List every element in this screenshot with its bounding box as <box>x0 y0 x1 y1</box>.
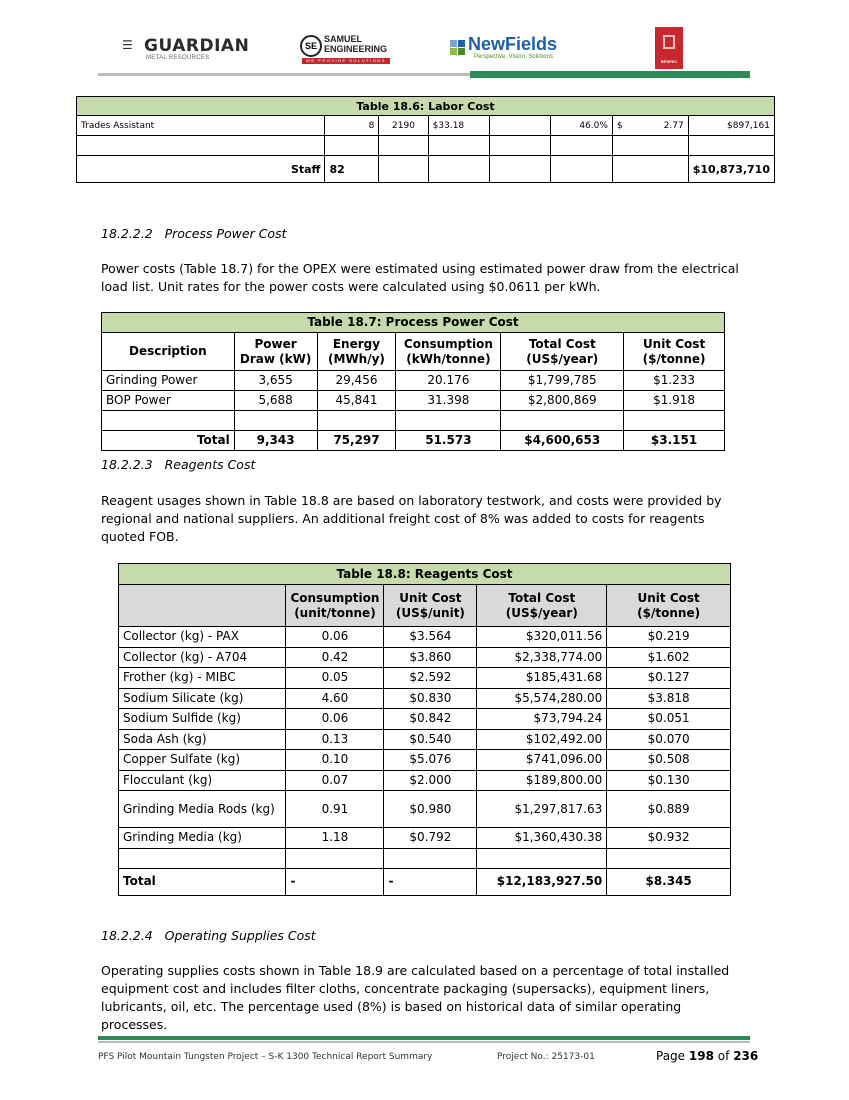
table-cell: $0.540 <box>384 729 477 750</box>
table-cell: $320,011.56 <box>477 627 607 648</box>
guardian-logo-name: GUARDIAN <box>144 36 250 56</box>
table-row <box>119 688 731 709</box>
guardian-logo <box>122 36 272 66</box>
table-cell: $741,096.00 <box>477 750 607 771</box>
table-cell: 4.60 <box>286 688 384 709</box>
table-cell: Soda Ash (kg) <box>119 729 286 750</box>
table-cell: $185,431.68 <box>477 668 607 689</box>
table-row <box>119 848 731 868</box>
table-cell: 5,688 <box>234 391 317 411</box>
table-cell: $2,338,774.00 <box>477 647 607 668</box>
table-cell: $897,161 <box>688 116 774 136</box>
table-cell: Collector (kg) - PAX <box>119 627 286 648</box>
table-cell: $0.980 <box>384 791 477 828</box>
paragraph-supplies: Operating supplies costs shown in Table 18.9 are calculated based on a percentage of total installed equipment cost and includes filter cloths, concentrate packaging (supersacks), equipment liners, lubricants, oil, etc. The percentage used (8%) is based on historical data of similar operating processes. <box>101 963 730 1032</box>
column-header <box>119 585 286 627</box>
page-label: Page <box>656 1049 686 1063</box>
column-header: Total Cost (US$/year) <box>477 585 607 627</box>
samuel-logo-tagline: WE PROVIDE SOLUTIONS <box>302 58 390 64</box>
table-cell: $0.932 <box>607 828 731 849</box>
footer-accent-bar <box>98 1036 750 1040</box>
table-cell: Sodium Silicate (kg) <box>119 688 286 709</box>
table-row <box>119 791 731 828</box>
table-cell: Total <box>102 431 235 451</box>
table-cell: $3.860 <box>384 647 477 668</box>
table-cell: 0.06 <box>286 627 384 648</box>
table-cell: 3,655 <box>234 371 317 391</box>
table-cell: $12,183,927.50 <box>477 868 607 895</box>
table-cell: $8.345 <box>607 868 731 895</box>
table-cell: 0.10 <box>286 750 384 771</box>
table-title: Table 18.6: Labor Cost <box>77 97 775 116</box>
column-header: Consumption (unit/tonne) <box>286 585 384 627</box>
newfields-logo-tagline: Perspective. Vision. Solutions. <box>474 54 555 60</box>
table-cell: 2190 <box>379 116 428 136</box>
table-cell: $1.233 <box>624 371 725 391</box>
table-cell: $1,297,817.63 <box>477 791 607 828</box>
table-cell: $1.602 <box>607 647 731 668</box>
process-power-cost-table <box>101 312 725 451</box>
table-cell: $2.592 <box>384 668 477 689</box>
table-row <box>102 371 725 391</box>
table-cell: Frother (kg) - MIBC <box>119 668 286 689</box>
table-row <box>119 668 731 689</box>
table-row <box>77 136 775 156</box>
table-cell: Collector (kg) - A704 <box>119 647 286 668</box>
table-cell: $ <box>612 116 634 136</box>
labor-cost-table <box>76 96 775 183</box>
table-cell: $0.889 <box>607 791 731 828</box>
table-cell: $0.070 <box>607 729 731 750</box>
paragraph-reagents: Reagent usages shown in Table 18.8 are based on laboratory testwork, and costs were provided by regional and national suppliers. An additional freight cost of 8% was added to costs for reagents quoted FOB. <box>101 493 722 544</box>
table-cell: Flocculant (kg) <box>119 770 286 791</box>
table-cell: $189,800.00 <box>477 770 607 791</box>
table-cell: Grinding Power <box>102 371 235 391</box>
newfields-logo <box>450 36 575 66</box>
table-cell: 45,841 <box>317 391 396 411</box>
table-cell: $3.151 <box>624 431 725 451</box>
samuel-logo-line1: SAMUEL <box>324 34 362 44</box>
table-header-row <box>119 585 731 627</box>
table-row <box>102 411 725 431</box>
table-row <box>119 709 731 730</box>
page-of-label: of <box>717 1049 730 1063</box>
table-cell: 20.176 <box>396 371 501 391</box>
table-cell: - <box>286 868 384 895</box>
current-page: 198 <box>688 1049 714 1063</box>
table-cell: $73,794.24 <box>477 709 607 730</box>
table-total-row <box>119 868 731 895</box>
header-accent-bar <box>470 71 750 78</box>
table-cell <box>489 116 550 136</box>
table-row <box>102 391 725 411</box>
table-title: Table 18.8: Reagents Cost <box>119 564 731 585</box>
table-cell: $0.127 <box>607 668 731 689</box>
samuel-engineering-logo <box>300 34 395 66</box>
column-header: Unit Cost (US$/unit) <box>384 585 477 627</box>
table-cell: Copper Sulfate (kg) <box>119 750 286 771</box>
table-cell: $0.508 <box>607 750 731 771</box>
table-cell: Grinding Media (kg) <box>119 828 286 849</box>
table-cell: $2.000 <box>384 770 477 791</box>
guardian-logo-sub: METAL RESOURCES <box>146 55 210 61</box>
table-cell: $1,799,785 <box>501 371 624 391</box>
table-row <box>119 627 731 648</box>
table-cell: $3.818 <box>607 688 731 709</box>
respec-logo <box>655 27 683 69</box>
column-header: Total Cost (US$/year) <box>501 333 624 371</box>
table-cell: $5.076 <box>384 750 477 771</box>
respec-logo-text: RESPEC <box>660 59 678 64</box>
table-cell: 0.07 <box>286 770 384 791</box>
table-cell: 0.42 <box>286 647 384 668</box>
table-cell: - <box>384 868 477 895</box>
table-cell: Total <box>119 868 286 895</box>
footer-report-title: PFS Pilot Mountain Tungsten Project – S-K 1300 Technical Report Summary <box>98 1052 433 1062</box>
table-cell: $102,492.00 <box>477 729 607 750</box>
section-heading-power: 18.2.2.2 Process Power Cost <box>101 226 287 241</box>
paragraph-power: Power costs (Table 18.7) for the OPEX were estimated using estimated power draw from the electrical load list. Unit rates for the power costs were calculated using $0.0611 per kWh. <box>101 261 739 294</box>
column-header: Power Draw (kW) <box>234 333 317 371</box>
newfields-square-icon <box>450 40 457 47</box>
staff-total: $10,873,710 <box>688 156 774 183</box>
footer-project-number: Project No.: 25173-01 <box>497 1052 595 1062</box>
table-header-row <box>102 333 725 371</box>
table-cell: $3.564 <box>384 627 477 648</box>
footer-divider <box>98 1041 750 1043</box>
staff-count: 82 <box>325 156 379 183</box>
table-cell: 0.05 <box>286 668 384 689</box>
table-total-row <box>77 156 775 183</box>
table-cell: 8 <box>325 116 379 136</box>
samuel-logo-line2: ENGINEERING <box>324 44 388 54</box>
table-cell: $0.842 <box>384 709 477 730</box>
table-row <box>119 750 731 771</box>
table-cell: $0.051 <box>607 709 731 730</box>
table-cell: $1,360,430.38 <box>477 828 607 849</box>
page-number <box>656 1049 758 1063</box>
table-cell: $4,600,653 <box>501 431 624 451</box>
column-header: Energy (MWh/y) <box>317 333 396 371</box>
table-row <box>119 828 731 849</box>
table-row <box>119 647 731 668</box>
table-cell: $0.219 <box>607 627 731 648</box>
table-cell: BOP Power <box>102 391 235 411</box>
table-row <box>119 729 731 750</box>
table-cell: Grinding Media Rods (kg) <box>119 791 286 828</box>
table-cell: $1.918 <box>624 391 725 411</box>
table-cell: 2.77 <box>634 116 688 136</box>
table-title: Table 18.7: Process Power Cost <box>102 313 725 333</box>
table-cell: 31.398 <box>396 391 501 411</box>
reagents-cost-table <box>118 563 731 896</box>
total-pages: 236 <box>733 1049 759 1063</box>
table-cell: 0.13 <box>286 729 384 750</box>
table-cell: Trades Assistant <box>77 116 325 136</box>
staff-label: Staff <box>77 156 325 183</box>
section-heading-supplies: 18.2.2.4 Operating Supplies Cost <box>101 928 316 943</box>
table-cell: Sodium Sulfide (kg) <box>119 709 286 730</box>
newfields-square-icon <box>450 48 457 55</box>
newfields-logo-name: NewFields <box>468 34 558 54</box>
table-cell: 1.18 <box>286 828 384 849</box>
menu-lines-icon: ☰ <box>122 38 133 52</box>
table-total-row <box>102 431 725 451</box>
table-row <box>77 116 775 136</box>
respec-mark-icon <box>663 35 675 49</box>
table-cell: 29,456 <box>317 371 396 391</box>
table-cell: $5,574,280.00 <box>477 688 607 709</box>
table-row <box>119 770 731 791</box>
column-header: Consumption (kWh/tonne) <box>396 333 501 371</box>
se-circle-icon: SE <box>300 35 322 57</box>
table-cell: 0.91 <box>286 791 384 828</box>
column-header: Unit Cost ($/tonne) <box>607 585 731 627</box>
column-header: Unit Cost ($/tonne) <box>624 333 725 371</box>
table-cell: $33.18 <box>428 116 489 136</box>
section-heading-reagents: 18.2.2.3 Reagents Cost <box>101 457 256 472</box>
table-cell: $0.130 <box>607 770 731 791</box>
column-header: Description <box>102 333 235 371</box>
table-cell: 9,343 <box>234 431 317 451</box>
table-cell: 75,297 <box>317 431 396 451</box>
table-cell: 46.0% <box>550 116 612 136</box>
table-cell: 0.06 <box>286 709 384 730</box>
table-cell: 51.573 <box>396 431 501 451</box>
newfields-square-icon <box>458 40 465 47</box>
table-cell: $0.792 <box>384 828 477 849</box>
newfields-square-icon <box>458 48 465 55</box>
table-cell: $2,800,869 <box>501 391 624 411</box>
table-cell: $0.830 <box>384 688 477 709</box>
